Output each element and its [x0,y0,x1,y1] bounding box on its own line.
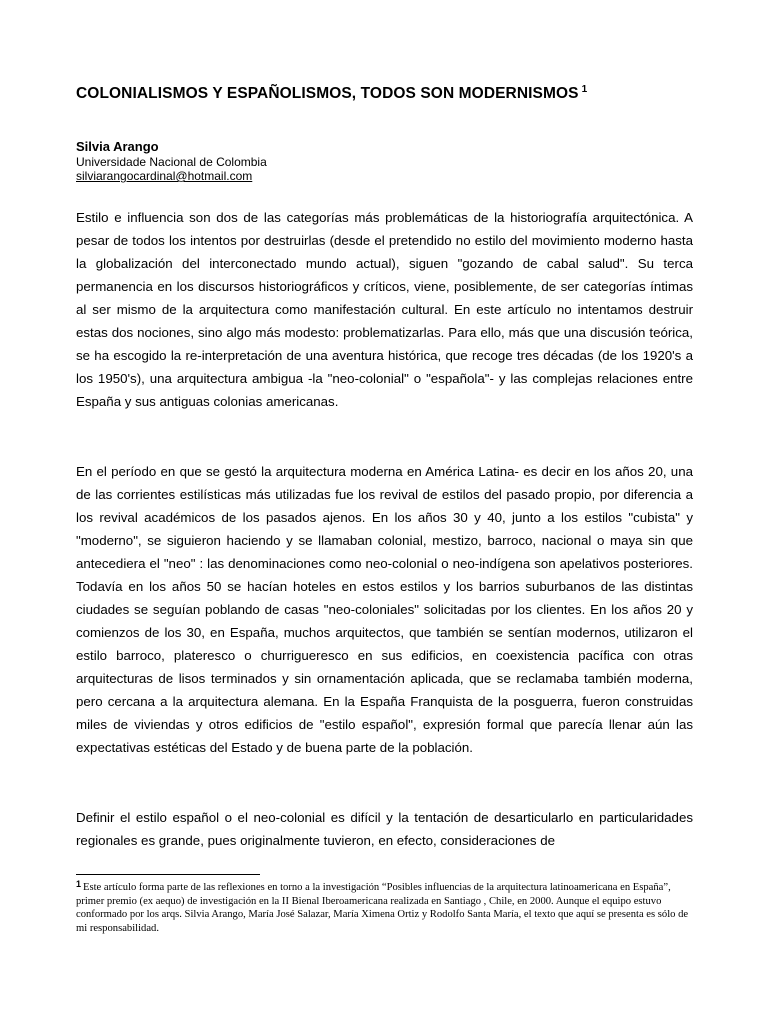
author-affiliation: Universidade Nacional de Colombia [76,155,267,169]
author-block [76,138,476,183]
footnote-separator [76,874,260,875]
title-text: COLONIALISMOS Y ESPAÑOLISMOS, TODOS SON MODERNISMOS [76,85,579,102]
body-paragraph-3: Definir el estilo español o el neo-colonial es difícil y la tentación de desarticularlo en particularidades regionales es grande, pues originalmente tuvieron, en efecto, consideraciones de [76,810,693,848]
body-paragraph-2: En el período en que se gestó la arquitectura moderna en América Latina- es decir en los años 20, una de las corrientes estilísticas más utilizadas fue los revival de estilos del pasado propio, por diferencia a los revival académicos de los pasados ajenos. En los años 30 y 40, junto a los estilos "cubista" y "moderno", se siguieron haciendo y se llamaban colonial, mestizo, barroco, nacional o maya sin que antecediera el "neo" : las denominaciones como neo-colonial o neo-indígena son apelativos posteriores. Todavía en los años 50 se hacían hoteles en estos estilos y los barrios suburbanos de las distintas ciudades se seguían poblando de casas "neo-coloniales" solicitadas por los clientes. En los años 20 y comienzos de los 30, en España, muchos arquitectos, que también se sentían modernos, utilizaron el estilo barroco, plateresco o churrigueresco en sus edificios, en coexistencia pacífica con otras arquitecturas de lisos terminados y sin ornamentación aplicada, que se reclamaba también moderna, pero cercana a la arquitectura alemana. En la España Franquista de la posguerra, fueron construidas miles de viviendas y otros edificios de "estilo español", expresión formal que parecía llenar aún las expectativas estéticas del Estado y de buena parte de la población. [76,464,693,755]
document-title [76,84,696,103]
footnote-text: Este artículo forma parte de las reflexiones en torno a la investigación “Posibles influencias de la arquitectura latinoamericana en España”, primer premio (ex aequo) de investigación en la II Bienal Iberoamericana realizada en Santiago , Chile, en 2000. Aunque el equipo estuvo conformado por los arqs. Silvia Arango, María José Salazar, María Ximena Ortiz y Rodolfo Santa María, el texto que aquí se presenta es sólo de mi responsabilidad. [76,882,689,934]
body-paragraph-1: Estilo e influencia son dos de las categorías más problemáticas de la historiografía arquitectónica. A pesar de todos los intentos por destruirlas (desde el pretendido no estilo del movimiento moderno hasta la globalización del interconectado mundo actual), siguen "gozando de cabal salud". Su terca permanencia en los discursos historiográficos y críticos, viene, posiblemente, de ser categorías íntimas al ser mismo de la arquitectura como manifestación cultural. En este artículo no intentamos destruir estas dos nociones, sino algo más modesto: problematizarlas. Para ello, más que una discusión teórica, se ha escogido la re-interpretación de una aventura histórica, que recoge tres décadas (de los 1920's a los 1950's), una arquitectura ambigua -la "neo-colonial" o "española"- y las complejas relaciones entre España y sus antiguas colonias americanas. [76,210,693,409]
author-name: Silvia Arango [76,139,159,154]
title-footnote-ref[interactable]: 1 [581,84,588,95]
author-email-link[interactable]: silviarangocardinal@hotmail.com [76,169,253,183]
footnote-marker: 1 [76,879,82,889]
footnote [76,878,696,935]
